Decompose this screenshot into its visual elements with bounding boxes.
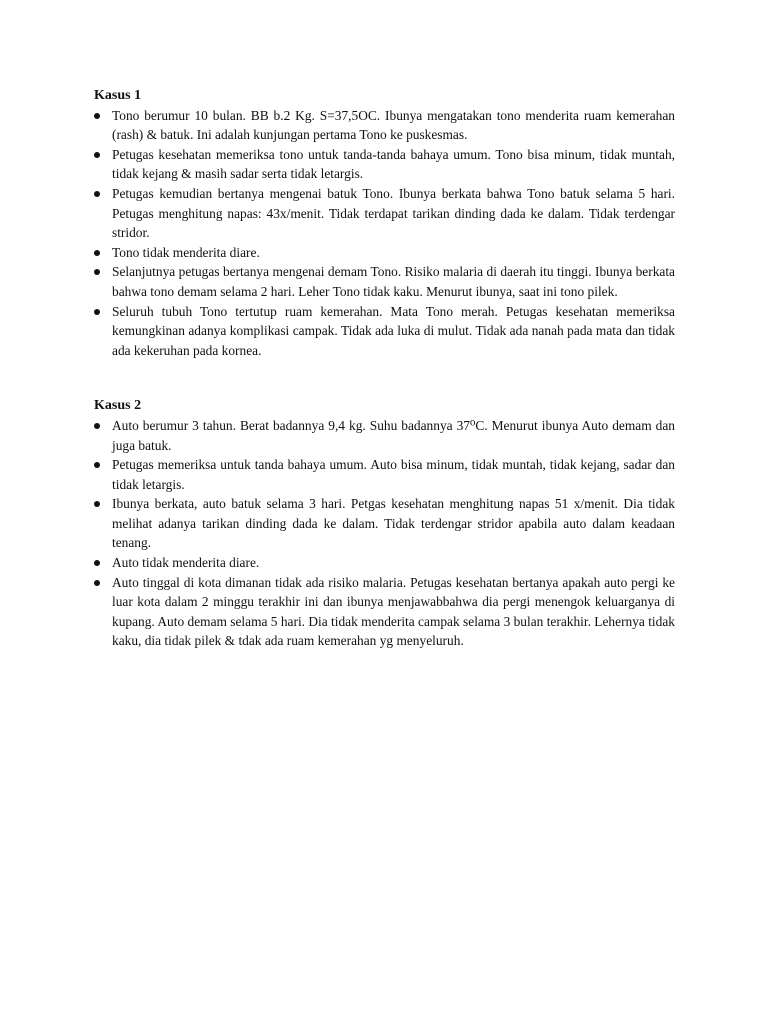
bullet-icon (94, 462, 100, 468)
list-item (94, 106, 675, 145)
bullet-icon (94, 580, 100, 586)
case-1-list (94, 106, 675, 361)
list-item (94, 494, 675, 553)
list-item (94, 262, 675, 301)
list-item-text: Petugas kesehatan memeriksa tono untuk tanda-tanda bahaya umum. Tono bisa minum, tidak muntah, tidak kejang & masih sadar serta tidak letargis. (112, 146, 675, 182)
bullet-icon (94, 269, 100, 275)
list-item (94, 302, 675, 361)
list-item (94, 416, 675, 455)
list-item-text: Seluruh tubuh Tono tertutup ruam kemerahan. Mata Tono merah. Petugas kesehatan memeriksa kemungkinan adanya komplikasi campak. Tidak ada luka di mulut. Tidak ada nanah pada mata dan tidak ada kekeruhan pada kornea. (112, 303, 675, 358)
case-2-title: Kasus 2 (94, 398, 142, 414)
bullet-icon (94, 309, 100, 315)
bullet-icon (94, 191, 100, 197)
list-item (94, 243, 675, 263)
list-item (94, 184, 675, 243)
list-item (94, 145, 675, 184)
list-item-text: Petugas kemudian bertanya mengenai batuk Tono. Ibunya berkata bahwa Tono batuk selama 5 hari. Petugas menghitung napas: 43x/menit. Tidak terdapat tarikan dinding dada ke dalam. Tidak terdengar stridor. (112, 185, 675, 241)
list-item-text: Tono berumur 10 bulan. BB b.2 Kg. S=37,5OC. Ibunya mengatakan tono menderita ruam kemerahan (rash) & batuk. Ini adalah kunjungan pertama Tono ke puskesmas. (112, 107, 675, 143)
bullet-icon (94, 250, 100, 256)
case-1-section (94, 86, 675, 360)
case-2-section (94, 396, 675, 651)
list-item (94, 553, 675, 573)
list-item-text: Tono tidak menderita diare. (112, 244, 260, 260)
bullet-icon (94, 113, 100, 119)
case-2-list (94, 416, 675, 651)
bullet-icon (94, 152, 100, 158)
list-item-text: Auto tidak menderita diare. (112, 555, 260, 571)
list-item-text: Ibunya berkata, auto batuk selama 3 hari. Petgas kesehatan menghitung napas 51 x/menit. Dia tidak melihat adanya tarikan dinding dada ke dalam. Tidak terdengar stridor apabila auto dalam keadaan tenang. (112, 496, 675, 551)
list-item (94, 455, 675, 494)
list-item-text: Auto berumur 3 tahun. Berat badannya 9,4 kg. Suhu badannya 37⁰C. Menurut ibunya Auto demam dan juga batuk. (112, 417, 675, 453)
bullet-icon (94, 560, 100, 566)
list-item (94, 573, 675, 651)
list-item-text: Selanjutnya petugas bertanya mengenai demam Tono. Risiko malaria di daerah itu tinggi. Ibunya berkata bahwa tono demam selama 2 hari. Leher Tono tidak kaku. Menurut ibunya, saat ini tono pilek. (112, 264, 675, 299)
list-item-text: Petugas memeriksa untuk tanda bahaya umum. Auto bisa minum, tidak muntah, tidak kejang, sadar dan tidak letargis. (112, 457, 675, 492)
list-item-text: Auto tinggal di kota dimanan tidak ada risiko malaria. Petugas kesehatan bertanya apakah auto pergi ke luar kota dalam 2 minggu terakhir ini dan ibunya menjawabbahwa dia pergi menengok keluarganya di kupang. Auto demam selama 5 hari. Dia tidak menderita campak selama 3 bulan terakhir. Lehernya tidak kaku, dia tidak pilek & tdak ada ruam kemerahan yg menyeluruh. (112, 574, 675, 649)
bullet-icon (94, 423, 100, 429)
bullet-icon (94, 501, 100, 507)
case-1-title: Kasus 1 (94, 88, 142, 103)
document-page (94, 86, 675, 651)
